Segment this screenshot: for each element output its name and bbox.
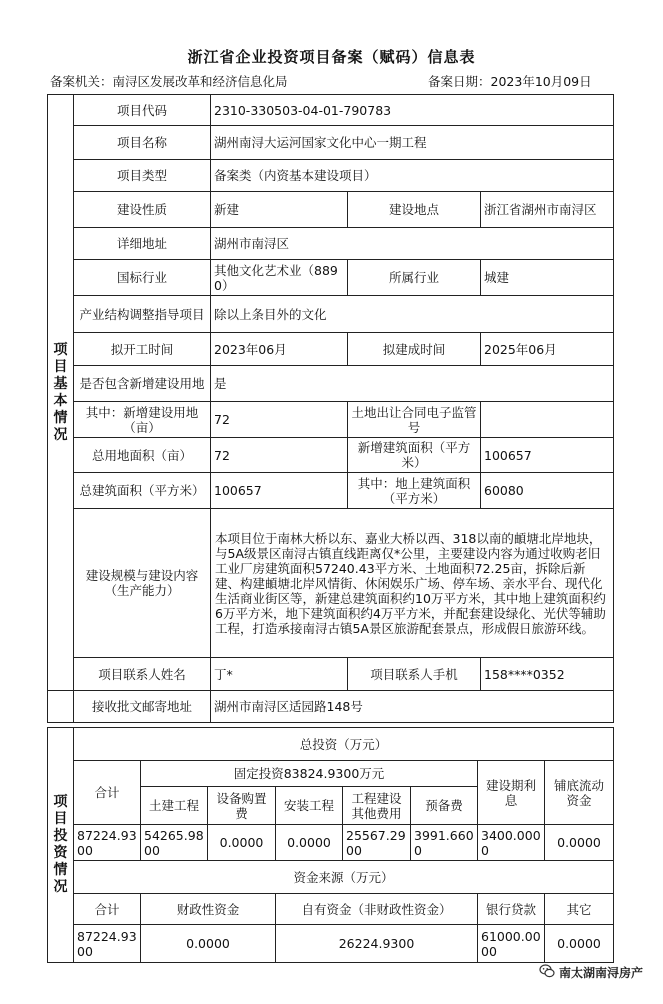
authority-label: 备案机关：: [50, 74, 113, 89]
sector-value: 城建: [481, 260, 614, 296]
finish-value: 2025年06月: [481, 333, 614, 366]
fiscal-label: 财政性资金: [141, 894, 276, 925]
page-title: 浙江省企业投资项目备案（赋码）信息表: [187, 48, 476, 66]
fixed-invest-label: 固定投资83824.9300万元: [141, 761, 478, 787]
date-label: 备案日期：: [428, 74, 491, 89]
code-value: 2310-330503-04-01-790783: [211, 95, 614, 126]
scale-label: 建设规模与建设内容（生产能力）: [74, 509, 211, 658]
basic-info-table: [47, 94, 614, 723]
guide-label: 产业结构调整指导项目: [74, 296, 211, 333]
finish-label: 拟建成时间: [348, 333, 481, 366]
source-header: 资金来源（万元）: [74, 861, 614, 894]
basic-section-label: 项目基本情况: [48, 95, 74, 691]
filing-authority: [50, 72, 288, 90]
date-value: 2023年10月09日: [490, 74, 592, 89]
phone-label: 项目联系人手机: [348, 658, 481, 691]
install-label: 安装工程: [276, 787, 343, 825]
type-value: 备案类（内资基本建设项目）: [211, 160, 614, 192]
total-land-label: 总用地面积（亩）: [74, 438, 211, 473]
contract-value: [481, 402, 614, 438]
name-label: 项目名称: [74, 126, 211, 160]
equipment-label: 设备购置费: [208, 787, 276, 825]
self-label: 自有资金（非财政性资金）: [276, 894, 478, 925]
total-land-value: 72: [211, 438, 348, 473]
mail-value: 湖州市南浔区适园路148号: [211, 691, 614, 723]
interest-value: 3400.0000: [478, 825, 545, 861]
interest-label: 建设期利息: [478, 761, 545, 825]
src-total-label: 合计: [74, 894, 141, 925]
industry-label: 国标行业: [74, 260, 211, 296]
newland-label: 是否包含新增建设用地: [74, 366, 211, 402]
guide-value: 除以上条目外的文化: [211, 296, 614, 333]
newland-area-label: 其中：新增建设用地（亩）: [74, 402, 211, 438]
self-value: 26224.9300: [276, 925, 478, 963]
total-value: 87224.9300: [74, 825, 141, 861]
newland-area-value: 72: [211, 402, 348, 438]
above-ground-label: 其中：地上建筑面积（平方米）: [348, 473, 481, 509]
misc-label: 其它: [545, 894, 614, 925]
industry-value: 其他文化艺术业（8890）: [211, 260, 348, 296]
civil-label: 土建工程: [141, 787, 208, 825]
investment-table: [47, 727, 614, 963]
liquid-label: 铺底流动资金: [545, 761, 614, 825]
above-ground-value: 60080: [481, 473, 614, 509]
location-label: 建设地点: [348, 192, 481, 228]
address-label: 详细地址: [74, 228, 211, 260]
total-build-value: 100657: [211, 473, 348, 509]
contact-value: 丁*: [211, 658, 348, 691]
contact-label: 项目联系人姓名: [74, 658, 211, 691]
civil-value: 54265.9800: [141, 825, 208, 861]
liquid-value: 0.0000: [545, 825, 614, 861]
reserve-label: 预备费: [411, 787, 478, 825]
new-build-area-value: 100657: [481, 438, 614, 473]
misc-value: 0.0000: [545, 925, 614, 963]
loan-label: 银行贷款: [478, 894, 545, 925]
src-total-value: 87224.9300: [74, 925, 141, 963]
new-build-area-label: 新增建筑面积（平方米）: [348, 438, 481, 473]
code-label: 项目代码: [74, 95, 211, 126]
other-label: 工程建设其他费用: [343, 787, 411, 825]
equipment-value: 0.0000: [208, 825, 276, 861]
nature-value: 新建: [211, 192, 348, 228]
invest-section-label: 项目投资情况: [48, 728, 74, 963]
location-value: 浙江省湖州市南浔区: [481, 192, 614, 228]
total-build-label: 总建筑面积（平方米）: [74, 473, 211, 509]
reserve-value: 3991.6600: [411, 825, 478, 861]
nature-label: 建设性质: [74, 192, 211, 228]
type-label: 项目类型: [74, 160, 211, 192]
wechat-icon: [539, 963, 555, 982]
install-value: 0.0000: [276, 825, 343, 861]
total-label: 合计: [74, 761, 141, 825]
name-value: 湖州南浔大运河国家文化中心一期工程: [211, 126, 614, 160]
sector-label: 所属行业: [348, 260, 481, 296]
scale-description: 本项目位于南林大桥以东、嘉业大桥以西、318以南的頔塘北岸地块，与5A级景区南浔古镇直线距离仅*公里，主要建设内容为通过收购老旧工业厂房建筑面积57240.43平方米、土地面积72.25亩，拆除后新建、构建頔塘北岸风情街、休闲娱乐广场、停车场、亲水平台、现代化生活商业街区等，新建总建筑面积约10万平方米，其中地上建筑面积约6万平方米，地下建筑面积约4万平方米，并配套建设绿化、光伏等辅助工程，打造承接南浔古镇5A景区旅游配套景点，形成假日旅游环线。: [211, 509, 614, 658]
authority-value: 南浔区发展改革和经济信息化局: [112, 74, 288, 89]
start-label: 拟开工时间: [74, 333, 211, 366]
start-value: 2023年06月: [211, 333, 348, 366]
loan-value: 61000.0000: [478, 925, 545, 963]
other-value: 25567.2900: [343, 825, 411, 861]
total-invest-header: 总投资（万元）: [74, 728, 614, 761]
contract-label: 土地出让合同电子监管号: [348, 402, 481, 438]
filing-date: [428, 72, 592, 90]
mail-label: 接收批文邮寄地址: [74, 691, 211, 723]
phone-value: 158****0352: [481, 658, 614, 691]
fiscal-value: 0.0000: [141, 925, 276, 963]
watermark-text: 南太湖南浔房产: [558, 966, 643, 980]
source-watermark: [539, 963, 643, 982]
address-value: 湖州市南浔区: [211, 228, 614, 260]
newland-value: 是: [211, 366, 614, 402]
